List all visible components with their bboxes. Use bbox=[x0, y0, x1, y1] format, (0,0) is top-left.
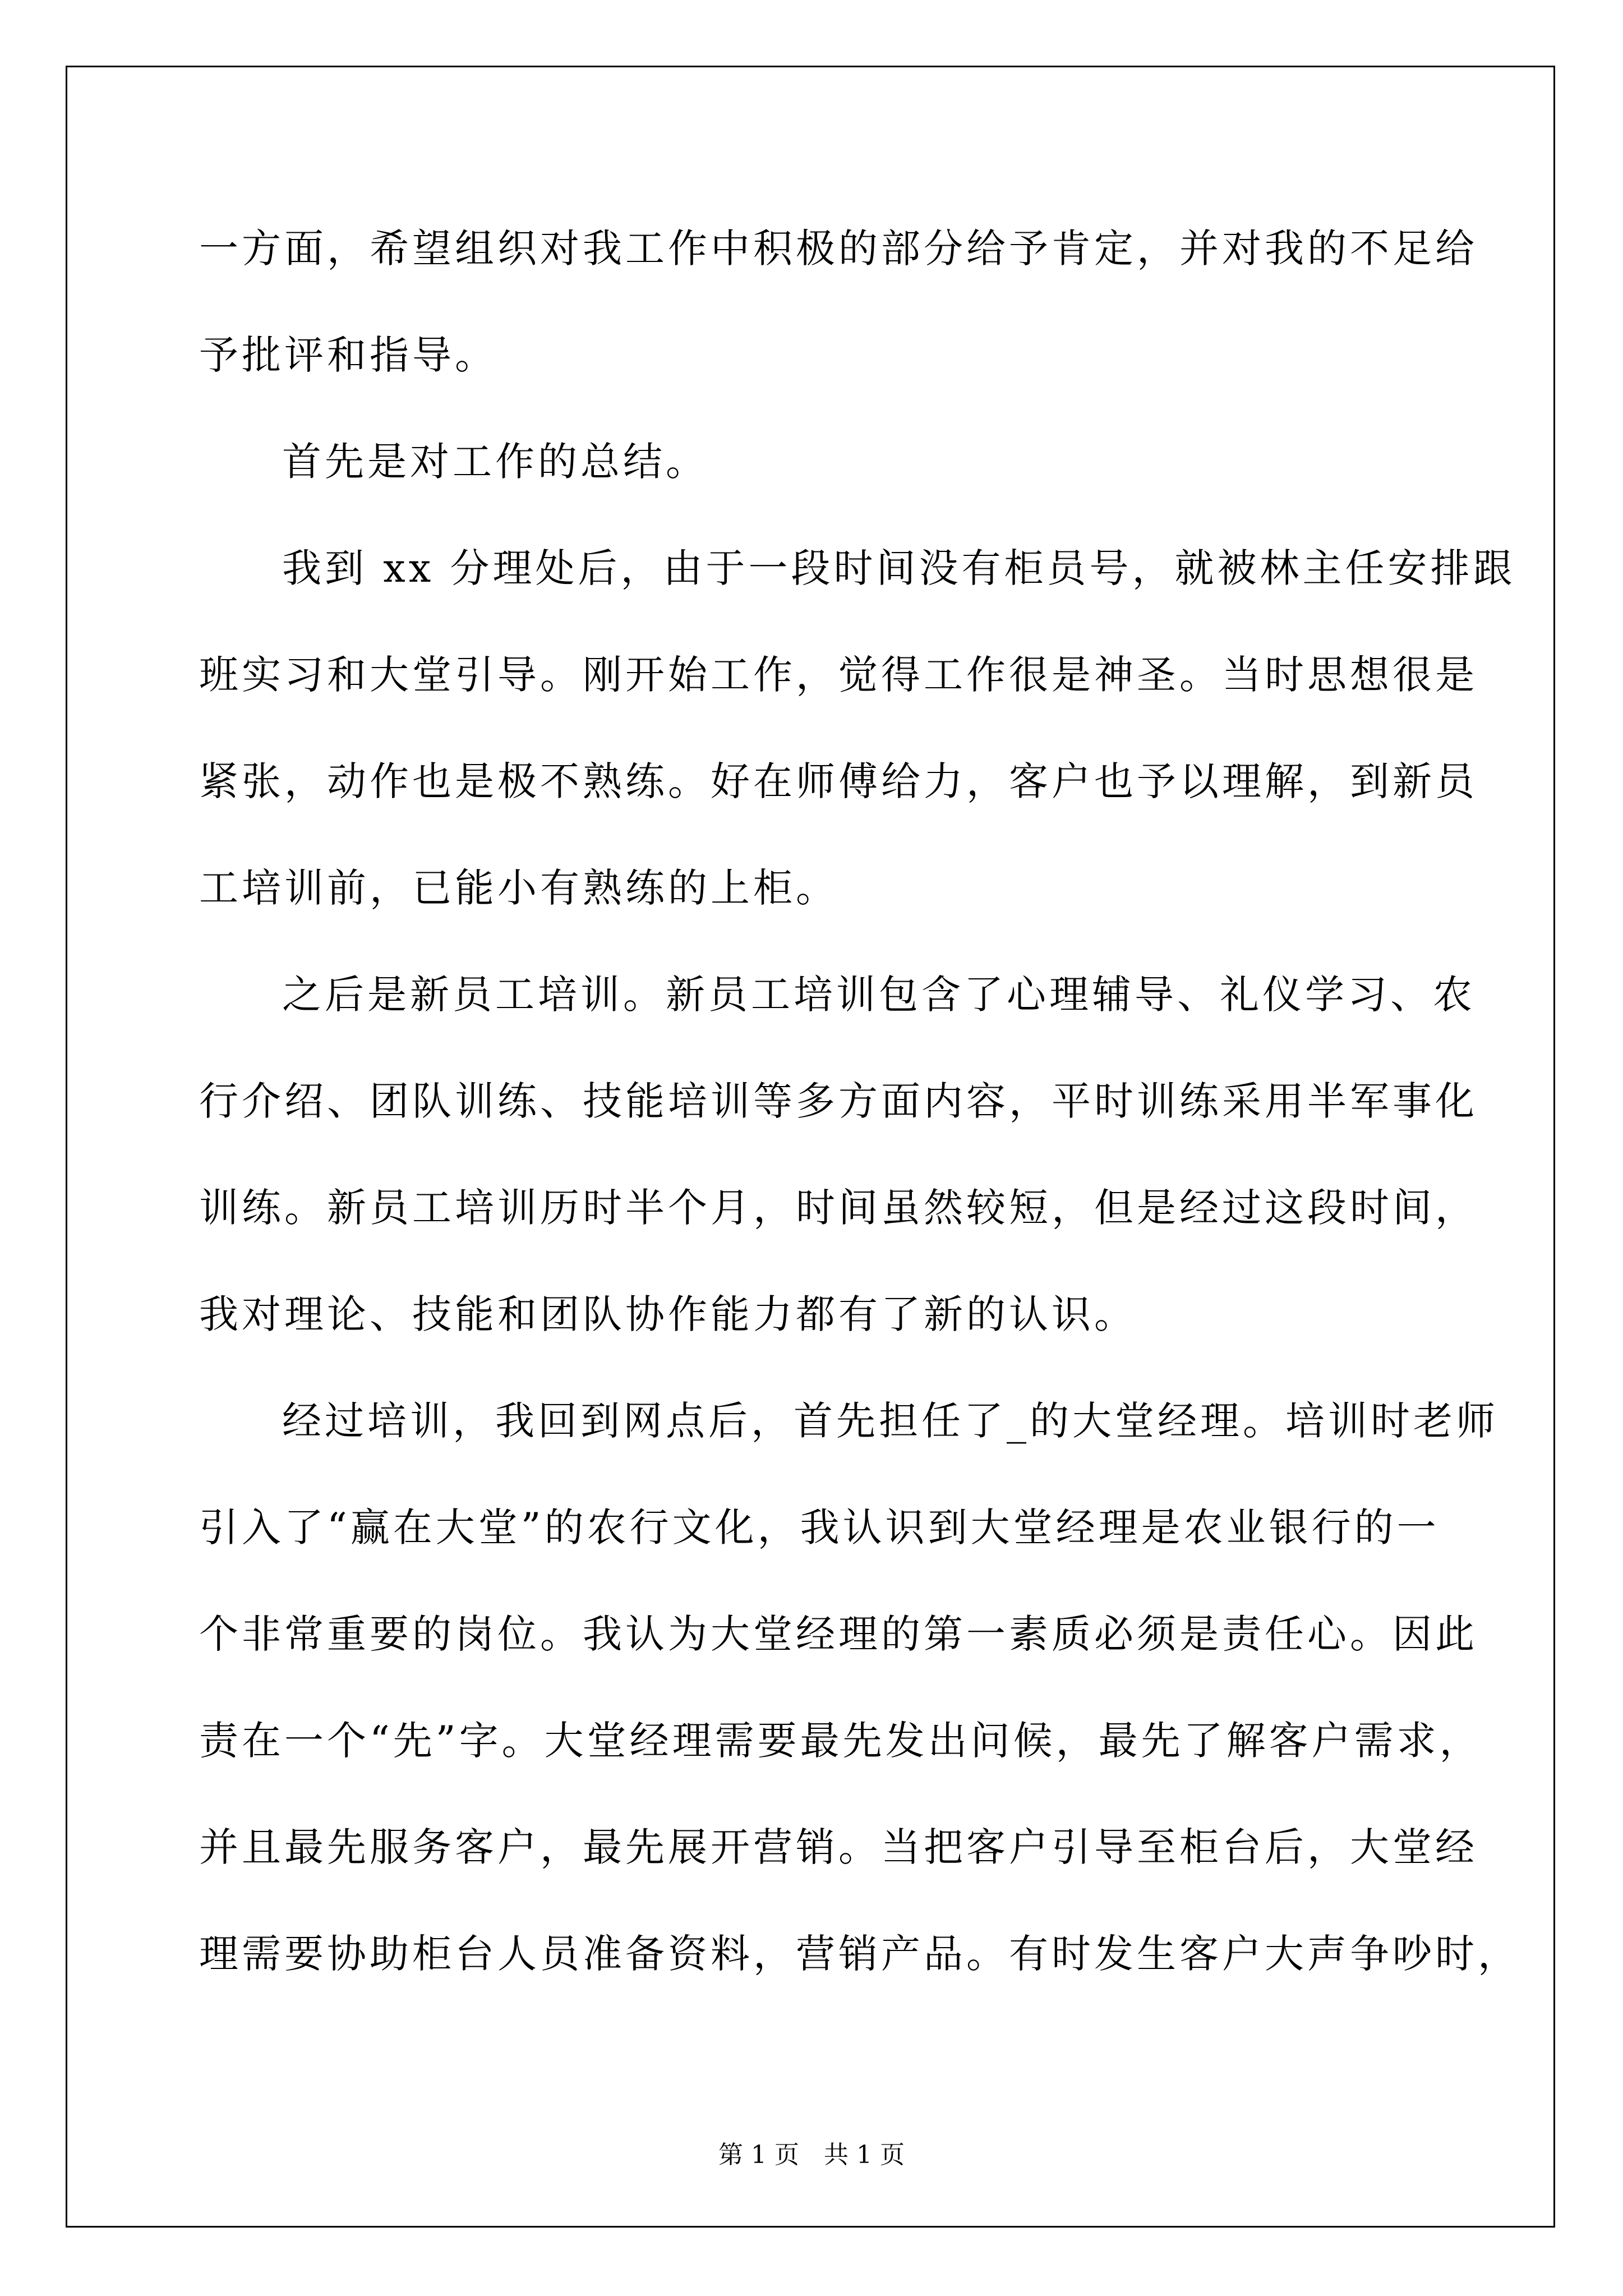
text-line: 之后是新员工培训。新员工培训包含了心理辅导、礼仪学习、农 bbox=[282, 972, 1476, 1018]
text-line: 理需要协助柜台人员准备资料，营销产品。有时发生客户大声争吵时， bbox=[199, 1931, 1520, 1977]
text-line: 班实习和大堂引导。刚开始工作，觉得工作很是神圣。当时思想很是 bbox=[199, 652, 1478, 698]
text-line: 个非常重要的岗位。我认为大堂经理的第一素质必须是责任心。因此 bbox=[199, 1611, 1478, 1657]
text-line: 紧张，动作也是极不熟练。好在师傅给力，客户也予以理解，到新员 bbox=[199, 758, 1478, 804]
text-line: 予批评和指导。 bbox=[199, 332, 497, 378]
text-line: 责在一个“先”字。大堂经理需要最先发出问候，最先了解客户需求， bbox=[199, 1718, 1482, 1764]
page-number-footer: 第 1 页 共 1 页 bbox=[718, 2141, 905, 2169]
text-line: 我对理论、技能和团队协作能力都有了新的认识。 bbox=[199, 1291, 1137, 1337]
text-line: 引入了“赢在大堂”的农行文化，我认识到大堂经理是农业银行的一 bbox=[199, 1504, 1440, 1550]
text-line: 一方面，希望组织对我工作中积极的部分给予肯定，并对我的不足给 bbox=[199, 226, 1478, 272]
text-line: 行介绍、团队训练、技能培训等多方面内容，平时训练采用半军事化 bbox=[199, 1078, 1478, 1124]
text-line: 经过培训，我回到网点后，首先担任了_的大堂经理。培训时老师 bbox=[282, 1398, 1498, 1444]
text-line: 首先是对工作的总结。 bbox=[282, 439, 708, 485]
text-line: 工培训前，已能小有熟练的上柜。 bbox=[199, 865, 838, 911]
page-border bbox=[66, 66, 1555, 2228]
text-line: 我到 xx 分理处后，由于一段时间没有柜员号，就被林主任安排跟 bbox=[282, 545, 1516, 591]
text-line: 并且最先服务客户，最先展开营销。当把客户引导至柜台后，大堂经 bbox=[199, 1824, 1478, 1870]
text-line: 训练。新员工培训历时半个月，时间虽然较短，但是经过这段时间， bbox=[199, 1185, 1478, 1231]
